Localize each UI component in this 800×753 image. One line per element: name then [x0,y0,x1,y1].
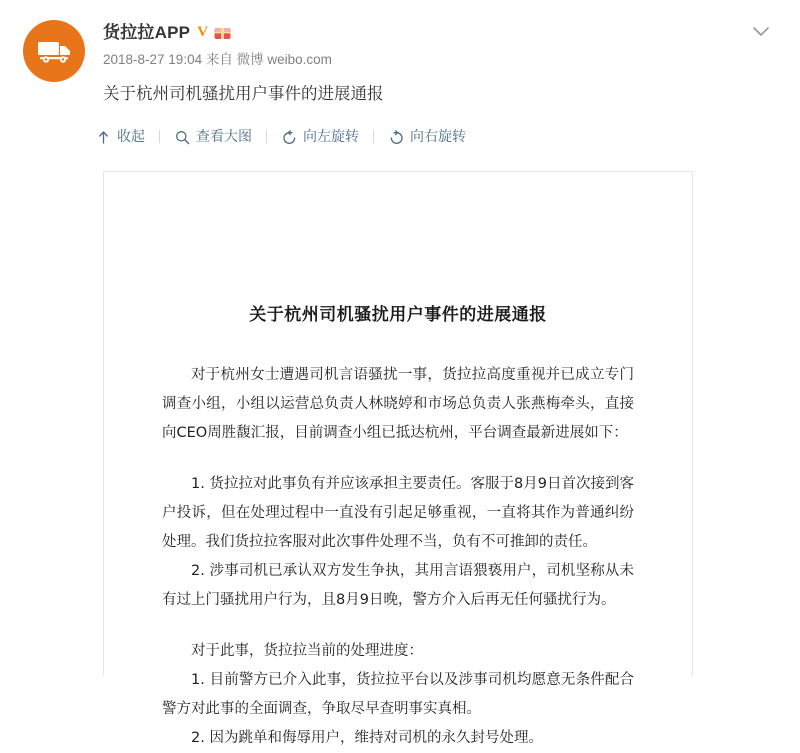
post-source-name[interactable]: 微博 weibo.com [236,52,332,67]
collapse-button[interactable] [95,126,145,146]
toolbar-divider [266,130,267,143]
post-title: 关于杭州司机骚扰用户事件的进展通报 [103,85,384,104]
name-row [103,24,780,41]
image-toolbar [95,123,800,149]
member-badge-icon [214,26,231,41]
document-paragraph: 1. 目前警方已介入此事，货拉拉平台以及涉事司机均愿意无条件配合警方对此事的全面调查，争取尽早查明事实真相。 [162,672,634,718]
post-timestamp[interactable]: 2018-8-27 19:04 [103,52,203,67]
truck-logo-icon [37,39,71,63]
collapse-button-label: 收起 [117,128,145,145]
document-paragraph: 对于杭州女士遭遇司机言语骚扰一事，货拉拉高度重视并已成立专门调查小组，小组以运营总负责人林晓婷和市场总负责人张燕梅牵头，直接向CEO周胜馥汇报，目前调查小组已抵达杭州，平台调查最新进展如下： [162,367,634,442]
rotate-right-icon [388,129,405,146]
toolbar-divider [373,130,374,143]
toolbar-divider [159,130,160,143]
post-image[interactable] [103,171,693,747]
post-header-text [103,18,780,106]
verified-badge-icon: V [197,24,208,40]
document-paragraph: 2. 因为跳单和侮辱用户，维持对司机的永久封号处理。 [191,730,543,747]
document-content [104,300,692,753]
rotate-left-icon [281,129,298,146]
arrow-up-icon [95,129,112,146]
rotate-right-label: 向右旋转 [410,128,466,145]
username[interactable]: 货拉拉APP [103,23,191,42]
avatar[interactable] [23,20,85,82]
document-title: 关于杭州司机骚扰用户事件的进展通报 [249,305,547,326]
document-paragraph: 2. 涉事司机已承认双方发生争执，其用言语猥亵用户，司机坚称从未有过上门骚扰用户行为，且8月9日晚，警方介入后再无任何骚扰行为。 [162,563,634,609]
document-paragraph: 对于此事，货拉拉当前的处理进度： [191,643,423,660]
document-paragraphs [162,361,634,753]
chevron-down-icon[interactable] [748,18,774,44]
post-source-prefix: 来自 [205,52,233,67]
rotate-left-label: 向左旋转 [303,128,359,145]
view-large-image-button[interactable] [174,126,252,146]
document-paragraph: 1. 货拉拉对此事负有并应该承担主要责任。客服于8月9日首次接到客户投诉，但在处理过程中一直没有引起足够重视，一直将其作为普通纠纷处理。我们货拉拉客服对此次事件处理不当，负有不可推卸的责任。 [162,476,634,551]
rotate-left-button[interactable] [281,126,359,146]
view-large-image-label: 查看大图 [196,128,252,145]
rotate-right-button[interactable] [388,126,466,146]
post-header [0,0,800,106]
post-meta [103,52,780,68]
magnifier-icon [174,129,191,146]
